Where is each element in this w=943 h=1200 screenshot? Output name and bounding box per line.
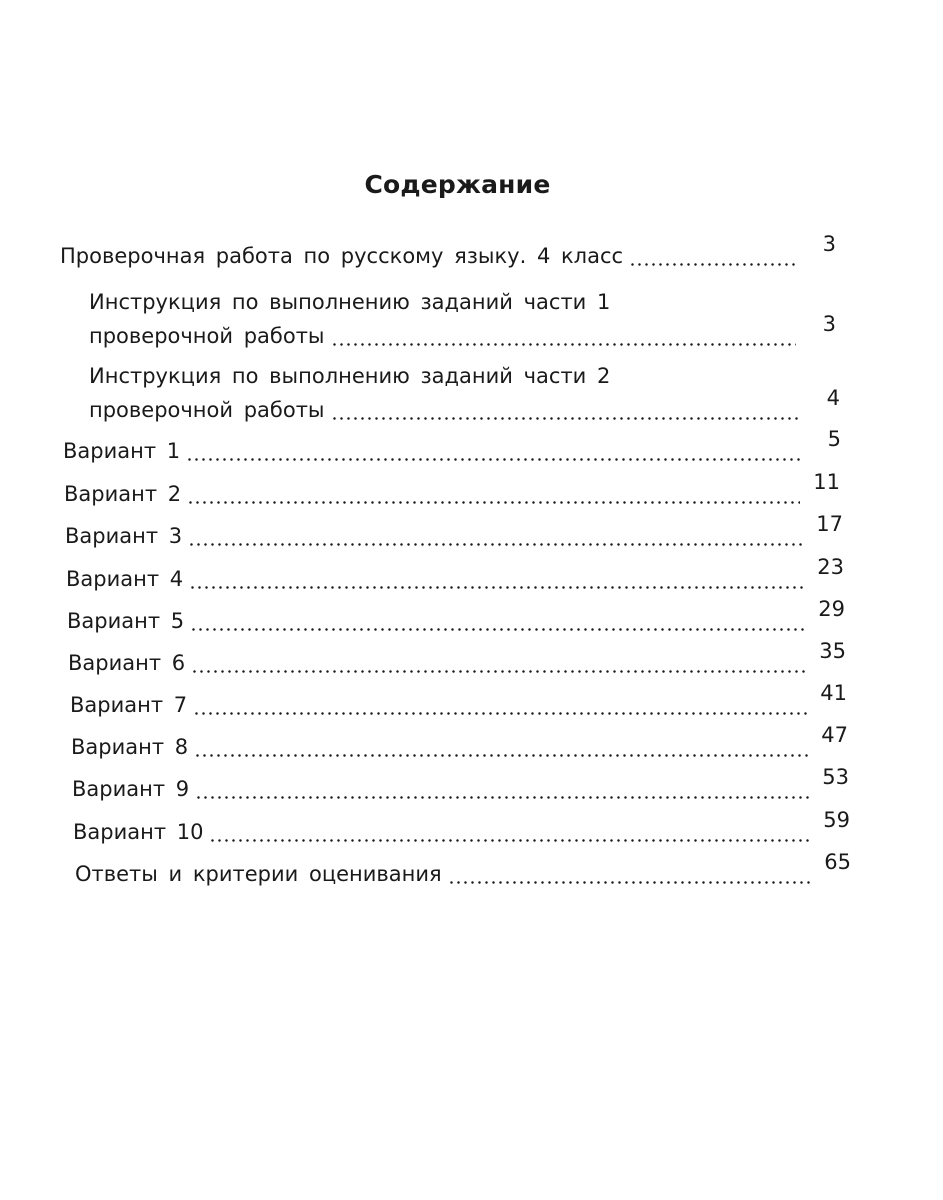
toc-entry-label: Вариант 3: [65, 524, 183, 548]
toc-entry-page: 41: [820, 681, 847, 705]
dot-leader: [188, 522, 803, 550]
toc-entry-variant-8[interactable]: [71, 723, 848, 761]
toc-entry-label: Вариант 7: [70, 693, 188, 717]
toc-entry-label-line2: проверочной работы: [89, 398, 325, 422]
toc-entry-instruction-part-1[interactable]: [89, 288, 836, 350]
toc-entry-label: Вариант 8: [71, 735, 189, 759]
toc-entry-variant-1[interactable]: [63, 427, 841, 465]
dot-leader: [190, 607, 805, 635]
toc-entry-variant-5[interactable]: [67, 597, 845, 635]
toc-entry-instruction-part-2[interactable]: [89, 362, 840, 424]
toc-entry-label: Вариант 4: [66, 567, 184, 591]
dot-leader: [195, 775, 809, 803]
toc-entry-page: 65: [824, 850, 851, 874]
toc-entry-variant-6[interactable]: [68, 639, 846, 677]
dot-leader: [193, 691, 807, 719]
dot-leader: [194, 733, 808, 761]
toc-entry-variant-7[interactable]: [70, 681, 847, 719]
dot-leader: [448, 860, 811, 888]
toc-entry-label: Вариант 9: [72, 777, 190, 801]
toc-entry-page: 5: [827, 427, 841, 451]
toc-entry-variant-10[interactable]: [73, 808, 850, 846]
toc-entry-page: 53: [822, 765, 849, 789]
toc-entry-label-line1: Инструкция по выполнению заданий части 1: [89, 290, 611, 314]
toc-entry-variant-3[interactable]: [65, 512, 843, 550]
toc-entry-label: Вариант 10: [73, 820, 204, 844]
toc-entry-variant-9[interactable]: [72, 765, 849, 803]
dot-leader: [187, 480, 800, 508]
toc-entry-page: 17: [816, 512, 843, 536]
toc-entry-test-work[interactable]: [60, 232, 836, 270]
toc-entry-page: 59: [823, 808, 850, 832]
toc-entry-page: 23: [817, 555, 844, 579]
dot-leader: [331, 322, 796, 350]
dot-leader: [189, 565, 804, 593]
toc-entry-variant-4[interactable]: [66, 555, 844, 593]
dot-leader: [331, 396, 800, 424]
toc-entry-label: Вариант 6: [68, 651, 186, 675]
toc-entry-page: 47: [821, 723, 848, 747]
toc-entry-label: Ответы и критерии оценивания: [75, 862, 442, 886]
toc-entry-page: 29: [818, 597, 845, 621]
toc-entry-label: Вариант 2: [64, 482, 182, 506]
dot-leader: [191, 649, 806, 677]
toc-entry-page: 11: [813, 470, 840, 494]
toc-entry-variant-2[interactable]: [64, 470, 840, 508]
page-title: Содержание: [364, 170, 551, 199]
toc-entry-page: 3: [822, 312, 836, 336]
dot-leader: [186, 437, 801, 465]
toc-entry-answers[interactable]: [75, 850, 851, 888]
toc-entry-label: Вариант 1: [63, 439, 181, 463]
toc-entry-label: Проверочная работа по русскому языку. 4 класс: [60, 244, 624, 268]
toc-entry-page: 3: [822, 232, 836, 256]
toc-entry-label-line1: Инструкция по выполнению заданий части 2: [89, 364, 611, 388]
toc-entry-label: Вариант 5: [67, 609, 185, 633]
dot-leader: [209, 818, 810, 846]
dot-leader: [629, 242, 796, 270]
toc-entry-label-line2: проверочной работы: [89, 324, 325, 348]
toc-entry-page: 4: [826, 386, 840, 410]
toc-entry-page: 35: [819, 639, 846, 663]
